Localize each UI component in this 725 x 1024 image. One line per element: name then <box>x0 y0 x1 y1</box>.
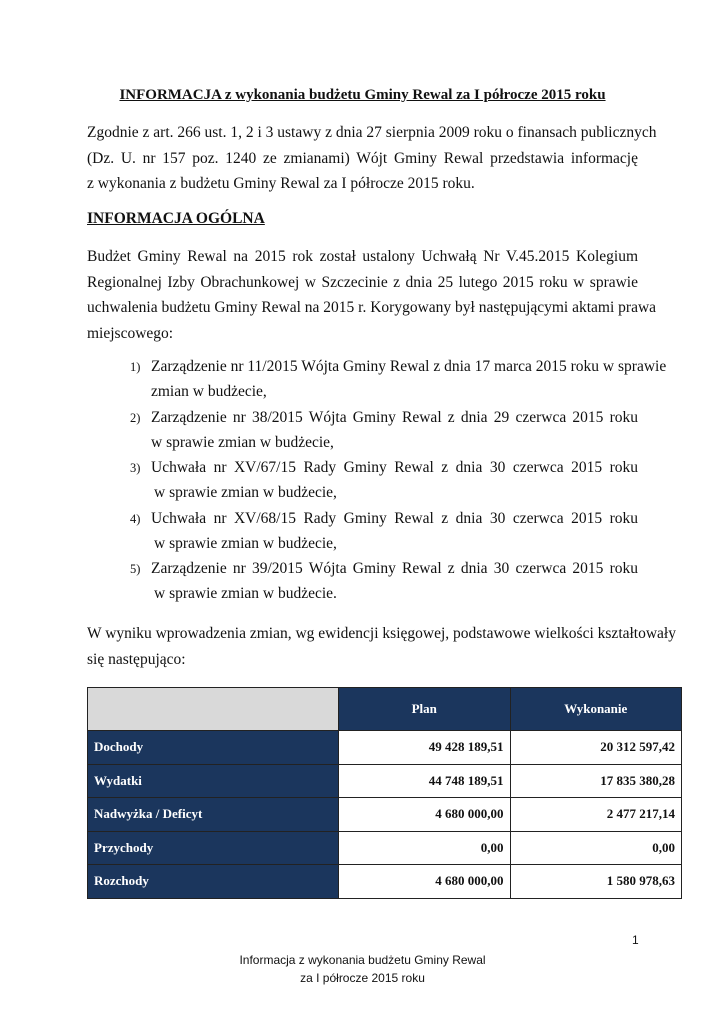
list-item-text: Uchwała nr XV/68/15 Rady Gminy Rewal z dnia 30 czerwca 2015 roku <box>151 509 638 527</box>
page-number: 1 <box>632 933 639 947</box>
footer-line: za I półrocze 2015 roku <box>300 971 425 985</box>
document-title: INFORMACJA z wykonania budżetu Gminy Rewal za I półrocze 2015 roku <box>119 87 606 103</box>
changes-line: się następująco: <box>87 650 186 668</box>
general-line: uchwalenia budżetu Gminy Rewal na 2015 r. Korygowany był następującymi aktami prawa <box>87 299 657 316</box>
table-header-blank <box>88 688 339 731</box>
table-header-plan: Plan <box>339 688 511 731</box>
table-row <box>88 831 682 865</box>
section-heading: INFORMACJA OGÓLNA <box>87 210 265 227</box>
acts-list <box>87 358 667 611</box>
row-label: Rozchody <box>88 865 339 899</box>
list-item-text: Zarządzenie nr 39/2015 Wójta Gminy Rewal z dnia 30 czerwca 2015 roku <box>151 560 638 577</box>
list-item <box>87 358 667 409</box>
intro-line: (Dz. U. nr 157 poz. 1240 ze zmianami) Wójt Gminy Rewal przedstawia informację <box>87 149 638 167</box>
general-line: Regionalnej Izby Obrachunkowej w Szczecinie z dnia 25 lutego 2015 roku w sprawie <box>87 273 638 291</box>
page-footer <box>0 951 725 987</box>
table-row <box>88 798 682 832</box>
general-line: miejscowego: <box>87 324 174 342</box>
list-number: 4) <box>130 511 141 526</box>
list-number: 2) <box>130 410 141 425</box>
budget-table <box>87 687 682 899</box>
list-item <box>87 560 638 611</box>
list-number: 3) <box>130 461 141 475</box>
row-plan-value: 49 428 189,51 <box>339 731 511 765</box>
footer-line: Informacja z wykonania budżetu Gminy Rewal <box>239 953 486 967</box>
row-plan-value: 0,00 <box>339 831 511 865</box>
list-item-text: Zarządzenie nr 11/2015 Wójta Gminy Rewal z dnia 17 marca 2015 roku w sprawie <box>151 358 667 375</box>
list-number: 5) <box>130 562 141 576</box>
intro-paragraph <box>87 120 657 197</box>
list-item-text: Zarządzenie nr 38/2015 Wójta Gminy Rewal z dnia 29 czerwca 2015 roku <box>151 408 638 426</box>
list-number: 1) <box>130 360 141 374</box>
row-wykonanie-value: 1 580 978,63 <box>510 865 682 899</box>
list-item-text: w sprawie zmian w budżecie, <box>151 433 334 451</box>
table-header-wykonanie: Wykonanie <box>510 688 682 731</box>
list-item-text: w sprawie zmian w budżecie, <box>154 484 337 501</box>
list-item-text: w sprawie zmian w budżecie. <box>154 585 337 602</box>
intro-line: z wykonania z budżetu Gminy Rewal za I półrocze 2015 roku. <box>87 175 475 192</box>
row-plan-value: 44 748 189,51 <box>339 764 511 798</box>
general-paragraph <box>87 244 657 346</box>
changes-line: W wyniku wprowadzenia zmian, wg ewidencji księgowej, podstawowe wielkości kształtowały <box>87 625 676 642</box>
row-label: Nadwyżka / Deficyt <box>88 798 339 832</box>
list-item <box>87 409 638 460</box>
row-wykonanie-value: 20 312 597,42 <box>510 731 682 765</box>
general-line: Budżet Gminy Rewal na 2015 rok został ustalony Uchwałą Nr V.45.2015 Kolegium <box>87 248 638 265</box>
changes-paragraph <box>87 621 676 672</box>
table-row <box>88 865 682 899</box>
row-wykonanie-value: 0,00 <box>510 831 682 865</box>
row-label: Wydatki <box>88 764 339 798</box>
row-plan-value: 4 680 000,00 <box>339 865 511 899</box>
list-item-text: zmian w budżecie, <box>151 383 267 400</box>
row-plan-value: 4 680 000,00 <box>339 798 511 832</box>
row-label: Dochody <box>88 731 339 765</box>
list-item-text: w sprawie zmian w budżecie, <box>154 534 337 552</box>
table-row <box>88 764 682 798</box>
row-wykonanie-value: 17 835 380,28 <box>510 764 682 798</box>
row-label: Przychody <box>88 831 339 865</box>
intro-line: Zgodnie z art. 266 ust. 1, 2 i 3 ustawy z dnia 27 sierpnia 2009 roku o finansach publicznych <box>87 124 657 141</box>
list-item <box>87 510 638 561</box>
row-wykonanie-value: 2 477 217,14 <box>510 798 682 832</box>
table-row <box>88 731 682 765</box>
table-header-row <box>88 688 682 731</box>
list-item-text: Uchwała nr XV/67/15 Rady Gminy Rewal z dnia 30 czerwca 2015 roku <box>151 459 638 476</box>
list-item <box>87 459 638 510</box>
